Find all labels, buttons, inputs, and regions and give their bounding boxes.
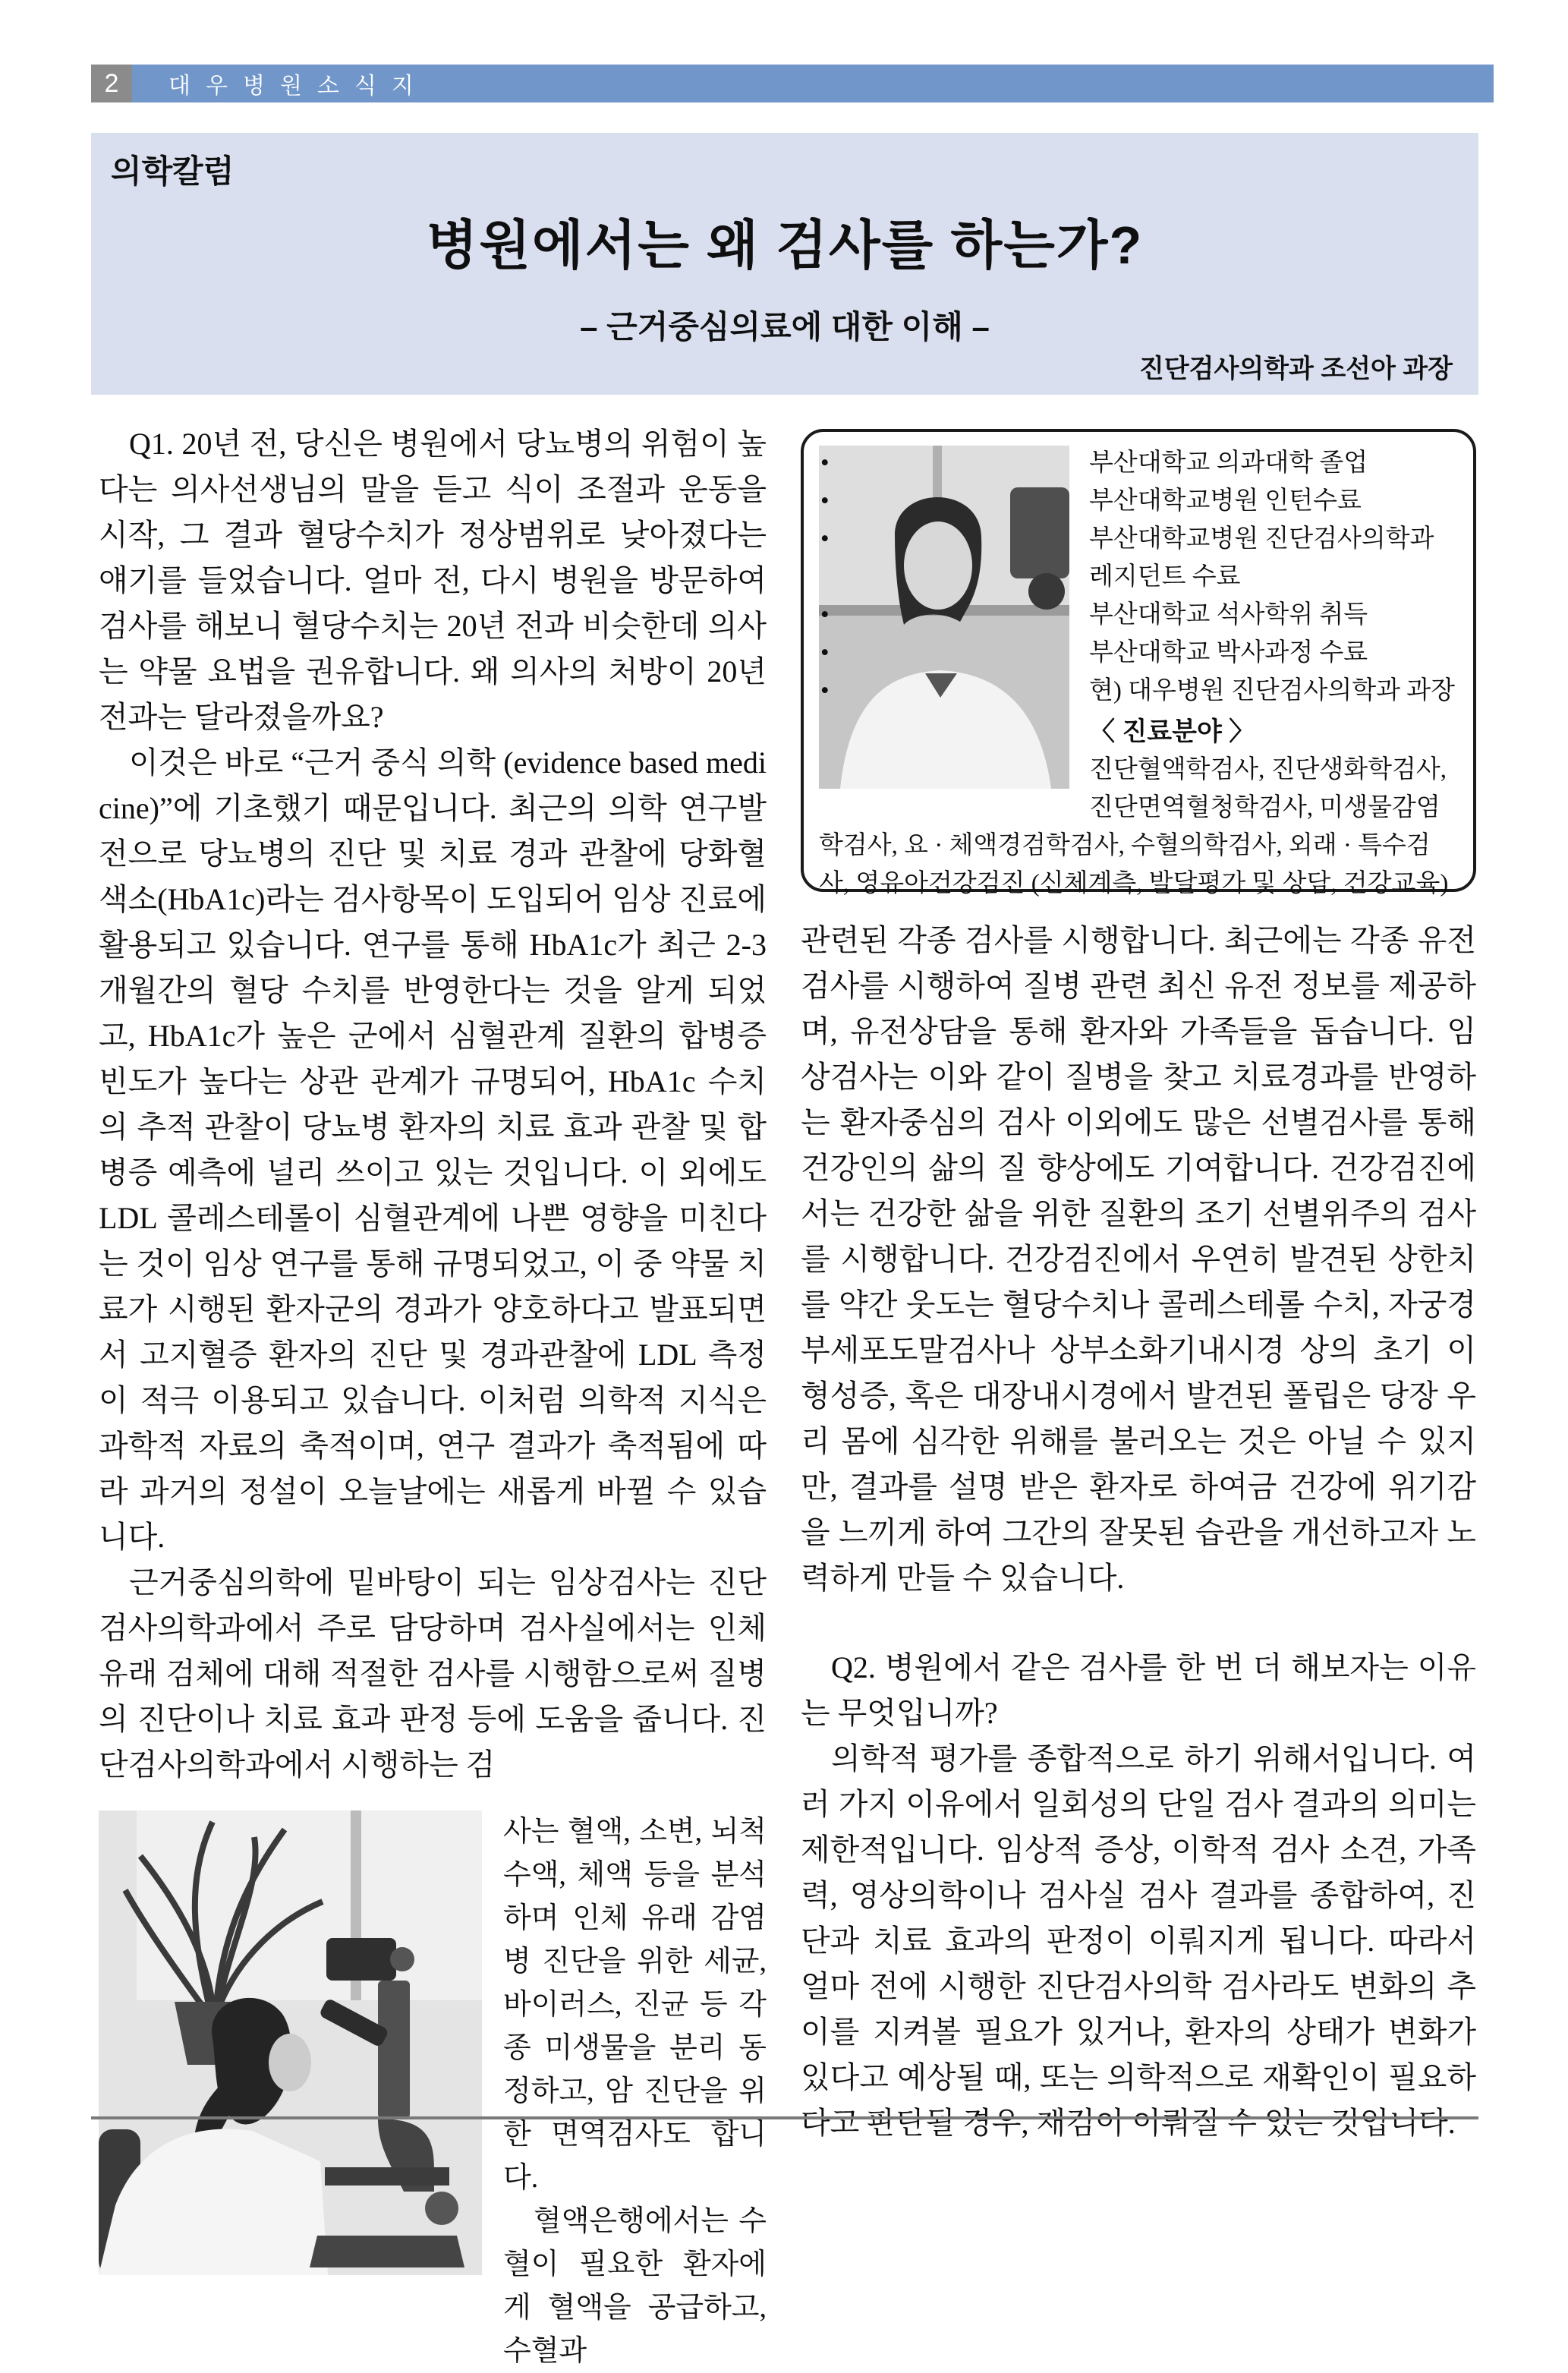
paragraph-blood-bank: 혈액은행에서는 수혈이 필요한 환자에게 혈액을 공급하고, 수혈과 — [503, 2205, 767, 2367]
lab-microscope-photo — [99, 1810, 482, 2275]
section-label: 의학칼럼 — [111, 153, 235, 189]
microscope-camera — [326, 1938, 396, 1981]
person-face — [269, 2034, 311, 2091]
credential-item: • 부산대학교 석사학위 취득 — [819, 596, 1458, 634]
page-number: 2 — [91, 65, 132, 102]
credential-item: • 부산대학교 의과대학 졸업 — [819, 444, 1458, 482]
credential-item: • 현) 대우병원 진단검사의학과 과장 — [819, 672, 1458, 710]
specialty-heading: 〈 진료분야 〉 — [1089, 717, 1255, 746]
article-title: 병원에서는 왜 검사를 하는가? — [426, 216, 1144, 275]
profile-box — [801, 429, 1476, 897]
credential-item: • 부산대학교병원 인턴수료 — [819, 482, 1458, 520]
paragraph-q2: Q2. 병원에서 같은 검사를 한 번 더 해보자는 이유는 무엇입니까? — [801, 1650, 1476, 1730]
paragraph-evidence-based: 이것은 바로 “근거 중식 의학 (evidence based medicine)”에 기초했기 때문입니다. 최근의 의학 연구발전으로 당뇨병의 진단 및 치료 경과 관찰에 당화혈색소(HbA1c)라는 검사항목이 도입되어 임상 진료에 활용되고 있습니다. 연구를 통해 HbA1c가 최근 2-3개월간의 혈당 수치를 반영한다는 것을 알게 되었고, HbA1c가 높은 군에서 심혈관계 질환의 합병증 빈도가 높다는 상관 관계가 규명되어, HbA1c 수치의 추적 관찰이 당뇨병 환자의 치료 효과 관찰 및 합병증 예측에 널리 쓰이고 있는 것입니다. 이 외에도 LDL 콜레스테롤이 심혈관계에 나쁜 영향을 미친다는 것이 임상 연구를 통해 규명되었고, 이 중 약물 치료가 시행된 환자군의 경과가 양호하다고 발표되면서 고지혈증 환자의 진단 및 경과관찰에 LDL 측정이 적극 이용되고 있습니다. 이처럼 의학적 지식은 과학적 자료의 축적이며, 연구 결과가 축적됨에 따라 과거의 정설이 오늘날에는 새롭게 바뀔 수 있습니다. — [99, 745, 767, 1554]
focus-knob — [425, 2192, 458, 2225]
credential-item: • 부산대학교병원 진단검사의학과 레지던트 수료 — [819, 520, 1458, 596]
article-author: 진단검사의학과 조선아 과장 — [1138, 355, 1453, 383]
lab-photo-illustration — [99, 1810, 482, 2275]
microscope-lens — [390, 1947, 414, 1971]
article-header — [91, 133, 1478, 395]
article-body — [99, 421, 1476, 2373]
wrapped-text-column — [503, 1810, 767, 2373]
microscope-base — [310, 2236, 464, 2267]
paragraph-lab-role-cont: 사는 혈액, 소변, 뇌척수액, 체액 등을 분석하며 인체 유래 감염병 진단을 위한 세균, 바이러스, 진균 등 각종 미생물을 분리 동정하고, 암 진단을 위한 면역검사도 합니다. — [503, 1816, 767, 2194]
paragraph-q1: Q1. 20년 전, 당신은 병원에서 당뇨병의 위험이 높다는 의사선생님의 말을 듣고 식이 조절과 운동을 시작, 그 결과 혈당수치가 정상범위로 낮아졌다는 얘기를 들었습니다. 얼마 전, 다시 병원을 방문하여 검사를 해보니 혈당수치는 20년 전과 비슷한데 의사는 약물 요법을 권유합니다. 왜 의사의 처방이 20년 전과는 달라졌을까요? — [99, 427, 767, 734]
microscope-stage — [325, 2167, 449, 2185]
paragraph-lab-role: 근거중심의학에 밑바탕이 되는 임상검사는 진단검사의학과에서 주로 담당하며 검사실에서는 인체 유래 검체에 대해 적절한 검사를 시행함으로써 질병의 진단이나 치료 효과 판정 등에 도움을 줍니다. 진단검사의학과에서 시행하는 검 — [99, 1565, 767, 1782]
specialty-text: 진단혈액학검사, 진단생화학검사, 진단면역혈청학검사, 미생물감염학검사, 요 · 체액경검학검사, 수혈의학검사, 외래 · 특수검사, 영유아건강검진 (신체계측, 발달평가 및 상담, 건강교육) — [819, 756, 1449, 897]
paragraph-genetic-tests: 관련된 각종 검사를 시행합니다. 최근에는 각종 유전검사를 시행하여 질병 관련 최신 유전 정보를 제공하며, 유전상담을 통해 환자와 가족들을 돕습니다. 임상검사는 이와 같이 질병을 찾고 치료경과를 반영하는 환자중심의 검사 이외에도 많은 선별검사를 통해 건강인의 삶의 질 향상에도 기여합니다. 건강검진에서는 건강한 삶을 위한 질환의 조기 선별위주의 검사를 시행합니다. 건강검진에서 우연히 발견된 상한치를 약간 웃도는 혈당수치나 콜레스테롤 수치, 자궁경부세포도말검사나 상부소화기내시경 상의 초기 이형성증, 혹은 대장내시경에서 발견된 폴립은 당장 우리 몸에 심각한 위해를 불러오는 것은 아닐 수 있지만, 결과를 설명 받은 환자로 하여금 건강에 위기감을 느끼게 하여 그간의 잘못된 습관을 개선하고자 노력하게 만들 수 있습니다. — [801, 923, 1476, 1595]
credentials-list — [819, 444, 1458, 710]
article-subtitle: – 근거중심의료에 대한 이해 – — [580, 309, 990, 345]
masthead — [91, 65, 1494, 102]
credential-item: • 부산대학교 박사과정 수료 — [819, 634, 1458, 672]
right-column — [801, 421, 1476, 2373]
left-column — [99, 421, 767, 2373]
newsletter-title: 대우병원소식지 — [132, 65, 1494, 102]
bottom-divider — [91, 2116, 1478, 2119]
paragraph-q2-answer: 의학적 평가를 종합적으로 하기 위해서입니다. 여러 가지 이유에서 일회성의 단일 검사 결과의 의미는 제한적입니다. 임상적 증상, 이학적 검사 소견, 가족력, 영상의학이나 검사실 검사 결과를 종합하여, 진단과 치료 효과의 판정이 이뤄지게 됩니다. 따라서 얼마 전에 시행한 진단검사의학 검사라도 변화의 추이를 지켜볼 필요가 있거나, 환자의 상태가 변화가 있다고 예상될 때, 또는 의학적으로 재확인이 필요하다고 판단될 경우, 재검이 이뤄질 수 있는 것입니다. — [801, 1741, 1476, 2140]
photo-text-row — [99, 1810, 767, 2373]
microscope-column — [378, 1981, 410, 2119]
